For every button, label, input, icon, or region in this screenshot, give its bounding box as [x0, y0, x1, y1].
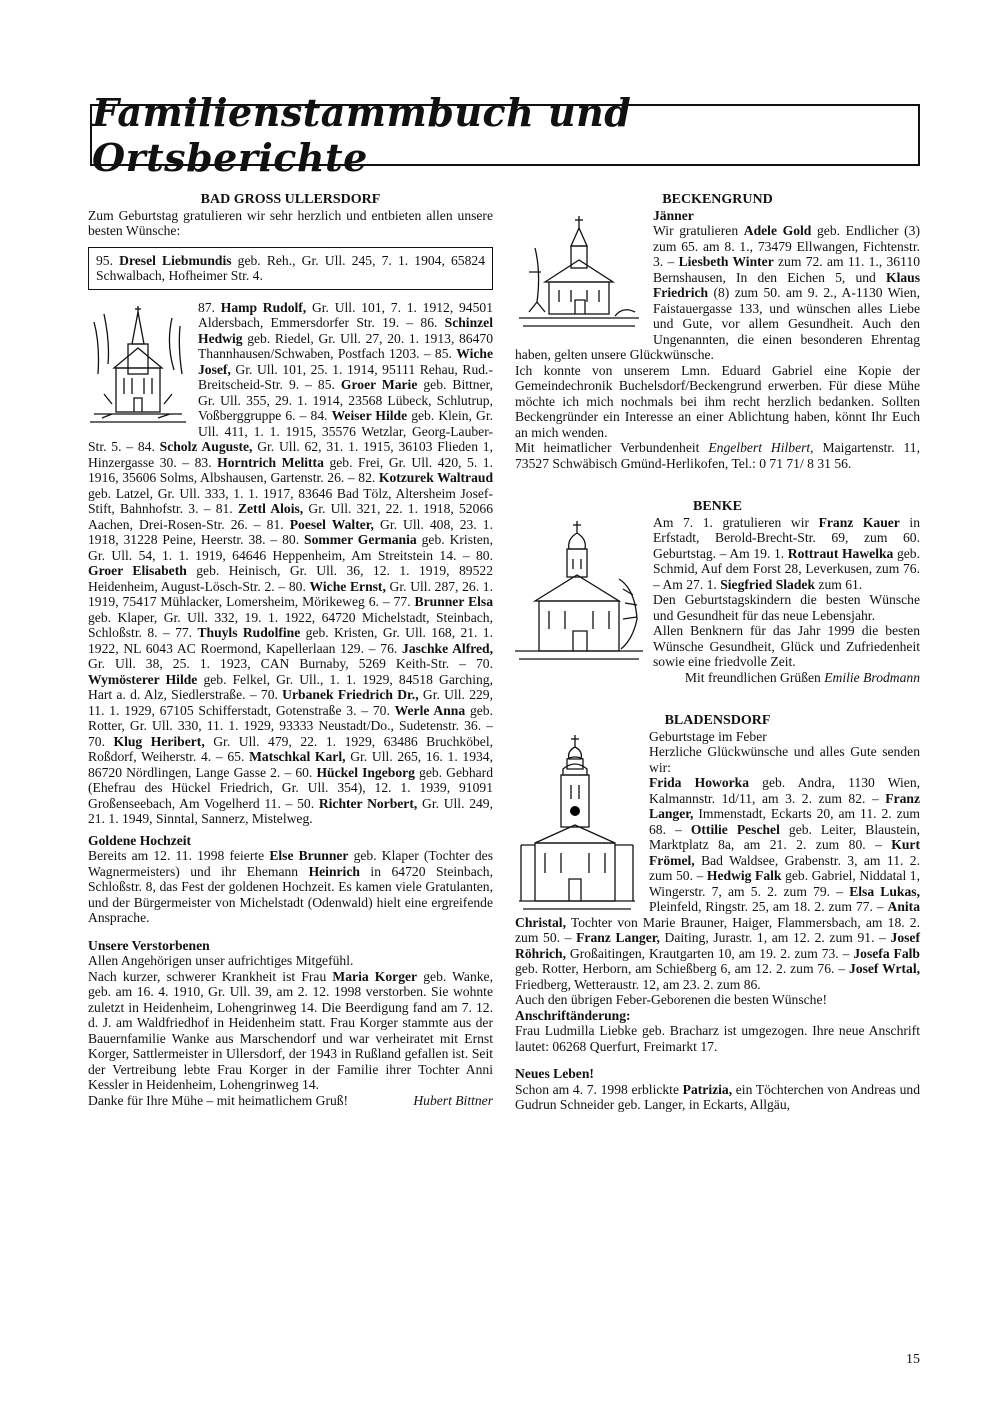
bold-name: Liesbeth Winter [678, 254, 774, 269]
text-run: geb. Andra, 1130 Wien, Kalmannstr. 1d/11, am 3. 2. zum 82. – [649, 775, 921, 806]
text-run: Bad Waldsee, Grabenstr. 3, am 11. 2. zum 50. – [649, 852, 920, 883]
bold-name: Jaschke Alfred, [402, 640, 493, 656]
beckengrund-para3-end: Maigartenstr. 11, 73527 Schwäbisch Gmünd-Herlikofen, Tel.: 0 71 71/ 8 31 56. [515, 440, 921, 471]
bold-name: Brunner Elsa [414, 594, 493, 609]
bold-name: Hückel Ingeborg [316, 764, 415, 780]
bladensdorf-month: Geburtstage im Feber [649, 728, 767, 744]
text-run: Am 7. 1. gratulieren wir [653, 514, 819, 530]
text-run: in Erfstadt, Berold-Brecht-Str. 69, zum 60. Geburtstag. – Am 19. 1. [653, 514, 920, 561]
benke-runs [653, 515, 920, 592]
bold-name: Kotzurek Waltraud [378, 470, 493, 485]
bold-name: Hedwig Falk [706, 868, 782, 883]
bold-name: Klug Heribert, [113, 733, 205, 749]
bold-name: Siegfried Sladek [720, 576, 816, 592]
deceased-intro: Allen Angehörigen unser aufrichtiges Mitgefühl. [88, 953, 354, 968]
bold-name: Ottilie Peschel [690, 821, 780, 837]
section-heading-bad-gross-ullersdorf: BAD GROSS ULLERSDORF [200, 192, 381, 207]
text-run: Gr. Ull. 479, 22. 1. 1929, 63486 Bruchköbel, Roßdorf, Weiherstr. 4. – 65. [88, 733, 493, 764]
intro-text: Zum Geburtstag gratulieren wir sehr herzlich und entbieten allen unsere besten Wünsche: [88, 207, 493, 238]
bold-name: Franz Langer, [649, 790, 920, 821]
new-life-heading: Neues Leben! [515, 1066, 594, 1081]
text-run: Schon am 4. 7. 1998 erblickte [515, 1081, 683, 1097]
benke-para2: Den Geburtstagskindern die besten Wünsche und Gesundheit für das neue Lebensjahr. [653, 592, 920, 623]
new-life-text [515, 1082, 920, 1113]
text-run: Gr. Ull. 101, 25. 1. 1914, 95111 Rehau, Rud.-Breitscheid-Str. 9. – 85. [198, 361, 493, 392]
text-run: geb. Endlicher (3) zum 65. am 8. 1., 73479 Ellwangen, Fichtenstr. 3. – [653, 223, 920, 269]
left-column [88, 192, 493, 1108]
text-run: geb. Klaper (Tochter des Wagnermeisters) und ihr Ehemann [88, 848, 493, 879]
text-run: geb. Leiter, Blaustein, Marktplatz 8a, am 21. 2. zum 80. – [649, 821, 920, 852]
section-heading-beckengrund: BECKENGRUND [662, 192, 773, 207]
bold-name: Poesel Walter, [289, 516, 374, 532]
bold-name: Maria Korger [332, 968, 418, 984]
bold-name: Klaus Friedrich [653, 269, 920, 300]
text-run: Gr. Ull. 287, 26. 1. 1919, 75417 Mühlacker, Lomersheim, Mörikeweg 6. – 77. [88, 578, 494, 609]
bold-name: Franz Langer, [576, 930, 660, 945]
section-heading-bladensdorf: BLADENSDORF [664, 713, 771, 728]
bladensdorf-closing: Auch den übrigen Feber-Geborenen die besten Wünsche! [515, 992, 828, 1007]
bold-name: Werle Anna [394, 702, 466, 718]
benke-para3: Allen Benknern für das Jahr 1999 die besten Wünsche Gesundheit, Glück und Zufriedenheit sowie eine friedvolle Zeit. [653, 623, 920, 669]
thanks-line [88, 1093, 493, 1109]
text-run: geb. Schmid, Auf dem Forst 28, Leverkusen, zum 76. – Am 27. 1. [653, 545, 920, 592]
bladensdorf-intro: Herzliche Glückwünsche und alles Gute senden wir: [649, 744, 920, 775]
chapel-illustration-icon [515, 212, 643, 340]
text-run: geb. Bittner, Gr. Ull. 355, 29. 1. 1914, 23568 Lübeck, Schlutrup, Voßberggruppe 6. – 84. [198, 377, 493, 423]
bladensdorf-church-illustration-icon [515, 733, 639, 913]
text-run: Gr. Ull. 101, 7. 1. 1912, 94501 Aldersbach, Emmersdorfer Str. 19. – 86. [198, 299, 493, 330]
bold-name: Adele Gold [743, 223, 812, 238]
bold-name: Josef Röhrich, [515, 930, 920, 961]
text-run: geb. Felkel, Gr. Ull., 1. 1. 1929, 84518 Garching, Hart a. d. Alz, Siedlerstraße. – 70. [88, 671, 493, 702]
text-run: geb. Wanke, geb. am 16. 4. 1910, Gr. Ull. 39, am 2. 12. 1998 verstorben. Sie wohnte zuletzt in Heidenheim, Lohengrinweg 14. Die Beerdigung fand am 7. 12. d. J. am Waldfriedhof in Heidenheim statt. Frau Korger stammte aus der Bauernfamilie Wanke aus Marschendorf und war verheiratet mit Ernst Korger, Sattlermeister in Ullersdorf, der 1943 in Rußland gefallen ist. Seit der Vertreibung lebte Frau Korger in der Familie ihrer Tochter Anni Kessler in Heidenheim, Lohengrinweg 14. [88, 968, 493, 1092]
text-run: geb. Frei, Gr. Ull. 420, 5. 1. 1916, 35606 Solms, Albshausen, Gartenstr. 26. – 82. [88, 454, 493, 485]
box-entry-number: 95. [96, 252, 113, 268]
beckengrund-para3 [515, 440, 920, 471]
text-run: geb. Riedel, Gr. Ull. 27, 20. 1. 1913, 86470 Thannhausen/Schwaben, Postfach 1203. – 85. [198, 330, 493, 361]
text-run: Wir gratulieren [653, 223, 744, 238]
text-run: geb. Gabriel, Niddatal 1, Wingerstr. 7, am 5. 2. zum 79. – [649, 868, 920, 899]
beckengrund-para3-start: Mit heimatlicher Verbundenheit [515, 440, 709, 455]
beckengrund-signature: Engelbert Hilbert, [708, 440, 814, 455]
text-run: (8) zum 50. am 9. 2., A-1130 Wien, Faistauergasse 133, und wünschen alles Liebe und Gute, vor allem Gesundheit. Auch den Ungenannten, die einen besonderen Ehrentag haben, gelten unsere Glückwünsche. [515, 285, 920, 362]
bold-name: Wiche Josef, [198, 346, 493, 377]
text-run: ein Töchterchen von Andreas und Gudrun Schneider geb. Langer, in Eckarts, Allgäu, [515, 1081, 920, 1112]
text-run: geb. Klein, Gr. Ull. 411, 1. 1. 1915, 35576 Wetzlar, Georg-Lauber-Str. 5. – 84. [88, 408, 493, 454]
text-run: zum 72. am 11. 1., 36110 Bernshausen, In den Eichen 5, und [653, 254, 920, 285]
bold-name: Scholz Auguste, [159, 439, 253, 454]
text-run: Gr. Ull. 38, 25. 1. 1923, CAN Burnaby, 5269 Keith-Str. – 70. [88, 656, 493, 671]
deceased-text [88, 969, 493, 1093]
section-heading-benke: BENKE [692, 499, 742, 514]
bold-name: Wiche Ernst, [309, 578, 386, 594]
text-run: geb. Kristen, Gr. Ull. 54, 1. 1. 1919, 64646 Heppenheim, Am Streitstein 14. – 80. [88, 532, 493, 563]
box-entry-name: Dresel Liebmundis [119, 252, 232, 268]
thanks-signature: Hubert Bittner [413, 1092, 493, 1108]
benke-greeting [515, 670, 920, 686]
bold-name: Else Brunner [269, 848, 349, 863]
beckengrund-para2: Ich konnte von unserem Lmn. Eduard Gabriel eine Kopie der Gemeindechronik Buchelsdorf/Beckengrund erwerben. Für diese Mühe möchte ich mich nochmals bei ihm recht herzlich bedanken. Sollten Beckengründer ein Interesse an einer Ablichtung haben, könnt Ihr Euch an mich wenden. [515, 362, 920, 440]
bladensdorf-body [515, 729, 920, 993]
bold-name: Franz Kauer [818, 514, 900, 530]
bold-name: Frida Howorka [649, 775, 750, 790]
text-run: Daiting, Jurastr. 1, am 12. 2. zum 91. – [659, 930, 891, 945]
deceased-heading: Unsere Verstorbenen [88, 937, 210, 953]
bold-name: Josef Wrtal, [849, 961, 920, 976]
page-title: Familienstammbuch und Ortsberichte [92, 90, 632, 180]
text-run: Nach kurzer, schwerer Krankheit ist Frau [88, 968, 333, 984]
bold-name: Weiser Hilde [331, 408, 408, 423]
bold-name: Hamp Rudolf, [220, 299, 307, 315]
text-run: Immenstadt, Eckarts 20, am 11. 2. zum 68. – [649, 806, 920, 837]
box-entry-details: geb. Reh., Gr. Ull. 245, 7. 1. 1904, 65824 Schwalbach, Hofheimer Str. 4. [96, 252, 485, 283]
text-run: Friedberg, Wetteraustr. 12, am 23. 2. zum 86. [515, 976, 761, 992]
text-run: zum 61. [815, 576, 863, 592]
text-run: Gr. Ull. 62, 31. 1. 1915, 36103 Flieden 1, Hinzergasse 30. – 83. [88, 439, 493, 470]
highlight-box [88, 247, 493, 290]
benke-signature: Emilie Brodmann [824, 669, 920, 685]
thanks-text: Danke für Ihre Mühe – mit heimatlichem Gruß! [88, 1092, 349, 1108]
bold-name: Heinrich [308, 863, 360, 879]
bold-name: Richter Norbert, [318, 795, 418, 811]
text-run: in 64720 Steinbach, Schloßstr. 8, das Fest der goldenen Hochzeit. Es kamen viele Gratulanten, und der Bürgermeister von Michelstadt (Odenwald) hielt eine ergreifende Ansprache. [88, 863, 493, 925]
bold-name: Schinzel Hedwig [198, 315, 493, 346]
text-run: Gr. Ull. 229, 11. 1. 1929, 67105 Schifferstadt, Gotenstraße 3. – 70. [88, 687, 493, 718]
benke-greeting-text: Mit freundlichen Grüßen [684, 669, 825, 685]
text-run: geb. Rotter, Gr. Ull. 330, 11. 1. 1929, 93333 Neustadt/Do., Sudetenstr. 36. – 70. [88, 702, 493, 749]
page-title-box [90, 90, 920, 180]
beckengrund-month: Jänner [653, 207, 694, 223]
bold-name: Kurt Frömel, [649, 837, 920, 868]
text-run: geb. Kristen, Gr. Ull. 168, 21. 1. 1922, NL 6043 AC Roermond, Kapellerlaan 129. – 76. [88, 625, 494, 656]
church-illustration-icon [88, 304, 188, 432]
bold-name: Thuyls Rudolfine [197, 625, 301, 640]
bold-name: Horntrich Melitta [217, 454, 324, 470]
text-run: Großaitingen, Krautgarten 10, am 19. 2. zum 73. – [565, 945, 854, 961]
text-run: geb. Klaper, Gr. Ull. 332, 19. 1. 1922, 64720 Michelstadt, Steinbach, Schloßstr. 8. – 77. [88, 609, 493, 640]
address-change-heading: Anschriftänderung: [515, 1007, 631, 1023]
golden-wedding-text [88, 848, 493, 926]
address-change-text: Frau Ludmilla Liebke geb. Bracharz ist umgezogen. Ihre neue Anschrift lautet: 06268 Querfurt, Freimarkt 17. [515, 1023, 920, 1054]
text-run: Gr. Ull. 321, 22. 1. 1918, 52066 Aachen, Drei-Rosen-Str. 26. – 81. [88, 501, 493, 532]
text-run: Pleinfeld, Ringstr. 25, am 18. 2. zum 77. – [649, 899, 888, 914]
bold-name: Patrizia, [682, 1081, 733, 1097]
birthday-list [88, 300, 493, 827]
text-run: Gr. Ull. 408, 23. 1. 1918, 31228 Peine, Heerstr. 38. – 80. [88, 516, 493, 547]
bold-name: Josefa Falb [853, 945, 920, 961]
golden-wedding-heading: Goldene Hochzeit [88, 832, 192, 848]
bold-name: Groer Marie [340, 377, 418, 392]
page-number: 15 [906, 1352, 920, 1367]
text-run: 87. [198, 299, 221, 315]
bold-name: Urbanek Friedrich Dr., [282, 687, 419, 702]
text-run: Gr. Ull. 265, 16. 1. 1934, 86720 Nördlingen, Lange Gasse 2. – 60. [88, 749, 493, 780]
bold-name: Rottraut Hawelka [787, 545, 894, 561]
bold-name: Zettl Alois, [237, 501, 304, 516]
text-run: geb. Heinisch, Gr. Ull. 36, 12. 1. 1919, 89522 Heidenheim, August-Lösch-Str. 2. – 80. [88, 563, 493, 594]
text-run: Bereits am 12. 11. 1998 feierte [88, 848, 270, 863]
text-run: geb. Rotter, Herborn, am Schießberg 6, am 12. 2. zum 76. – [515, 961, 850, 976]
text-run: Gr. Ull. 249, 21. 1. 1949, Sinntal, Sannerz, Mistelweg. [88, 795, 493, 826]
bold-name: Wymösterer Hilde [88, 671, 198, 687]
text-run: geb. Latzel, Gr. Ull. 333, 1. 1. 1917, 83646 Bad Tölz, Altersheim Josef-Stift, Bahnhofstr. 3. – 81. [88, 485, 493, 516]
bold-name: Sommer Germania [304, 532, 417, 547]
bold-name: Groer Elisabeth [88, 563, 187, 578]
bold-name: Anita Christal, [515, 899, 920, 930]
bold-name: Matschkal Karl, [249, 749, 346, 764]
right-column [515, 192, 920, 1113]
beckengrund-body [515, 208, 920, 363]
benke-church-illustration-icon [515, 519, 643, 669]
text-run: geb. Gebhard (Ehefrau des Hückel Friedrich, Gr. Ull. 354), 12. 1. 1939, 91091 Großenseebach, Am Vogelherd 11. – 50. [88, 764, 493, 811]
text-run: Tochter von Marie Brauner, Haiger, Flammersbach, am 18. 2. zum 50. – [515, 914, 920, 945]
benke-body [515, 515, 920, 593]
bold-name: Elsa Lukas, [849, 883, 920, 899]
